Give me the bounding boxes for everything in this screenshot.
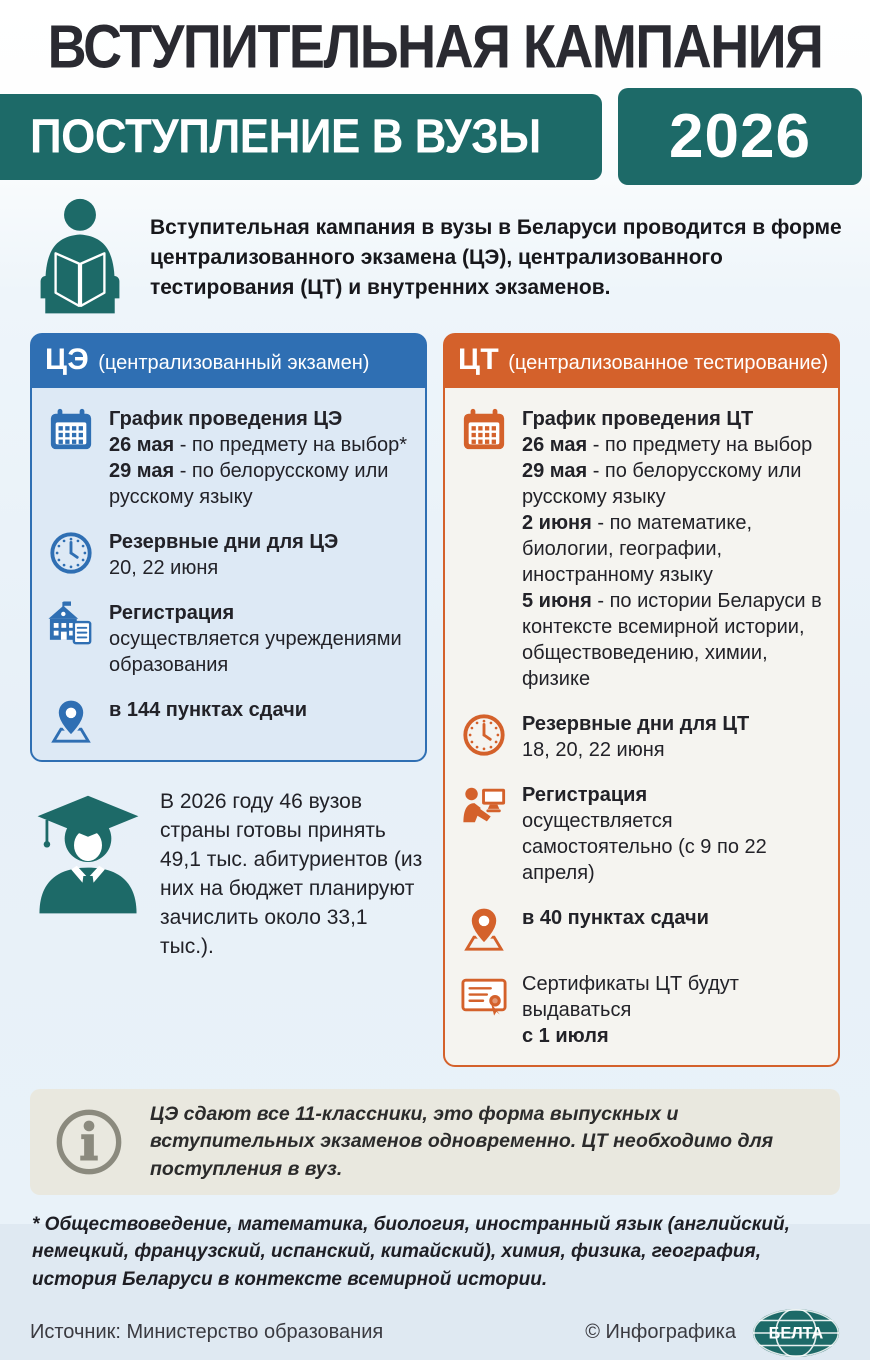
ct-card-header bbox=[444, 334, 839, 388]
ct-item-list bbox=[445, 387, 838, 1065]
card-item-text: Регистрация осуществляется учреждениями образования bbox=[109, 602, 402, 676]
subtitle-banner-text: ПОСТУПЛЕНИЕ В ВУЗЫ bbox=[30, 109, 541, 163]
card-item bbox=[459, 970, 826, 1049]
reading-person-icon bbox=[32, 197, 128, 319]
ct-card-subtitle: (централизованное тестирование) bbox=[508, 352, 829, 374]
intro-section bbox=[32, 197, 842, 319]
card-item bbox=[46, 528, 413, 581]
card-item-text: График проведения ЦЭ 26 мая - по предмету на выбор* 29 мая - по белорусскому или русскому языку bbox=[109, 408, 408, 508]
clock-icon bbox=[459, 710, 509, 758]
card-item-text: Резервные дни для ЦТ 18, 20, 22 июня bbox=[522, 713, 750, 761]
graduate-section bbox=[30, 782, 427, 962]
intro-text: Вступительная кампания в вузы в Беларуси проводится в форме централизованного экзамена (ЦЭ), централизованного тестирования (ЦТ) и внутренних экзаменов. bbox=[150, 215, 842, 299]
year-badge-text: 2026 bbox=[669, 102, 811, 171]
banner-row bbox=[0, 88, 870, 185]
ct-card-abbr: ЦТ bbox=[458, 343, 500, 376]
source-text: Источник: Министерство образования bbox=[30, 1321, 384, 1344]
year-badge bbox=[618, 88, 862, 185]
ce-card bbox=[30, 333, 427, 762]
right-column bbox=[443, 333, 840, 1067]
calendar-icon bbox=[459, 405, 509, 453]
school-icon bbox=[46, 599, 96, 647]
card-item-text: в 40 пунктах сдачи bbox=[522, 907, 709, 929]
ce-card-subtitle: (централизованный экзамен) bbox=[98, 352, 370, 374]
copyright-text: © Инфографика bbox=[585, 1321, 736, 1344]
info-note bbox=[30, 1089, 840, 1195]
card-item bbox=[46, 696, 413, 744]
clock-icon bbox=[46, 528, 96, 576]
map-pin-icon bbox=[459, 904, 509, 952]
ce-item-list bbox=[32, 387, 425, 760]
subtitle-banner bbox=[0, 94, 602, 180]
credit-block bbox=[585, 1306, 842, 1360]
card-item bbox=[459, 904, 826, 952]
person-computer-icon bbox=[459, 781, 509, 829]
card-item-text: Сертификаты ЦТ будут выдаваться с 1 июля bbox=[522, 973, 739, 1047]
page-title-text: ВСТУПИТЕЛЬНАЯ КАМПАНИЯ bbox=[47, 12, 823, 82]
footer bbox=[30, 1306, 842, 1360]
card-item bbox=[459, 710, 826, 763]
ce-card-header bbox=[31, 334, 426, 388]
ce-card-abbr: ЦЭ bbox=[45, 343, 90, 376]
left-column bbox=[30, 333, 427, 962]
info-icon bbox=[54, 1107, 124, 1177]
footnote: * Обществоведение, математика, биология, иностранный язык (английский, немецкий, французский, испанский, китайский), химия, физика, география, история Беларуси в контексте всемирной истории. bbox=[32, 1213, 790, 1290]
certificate-icon bbox=[459, 970, 509, 1018]
graduate-text: В 2026 году 46 вузов страны готовы принять 49,1 тыс. абитуриентов (из них на бюджет планируют зачислить около 33,1 тыс.). bbox=[160, 790, 423, 958]
card-item-text: в 144 пунктах сдачи bbox=[109, 699, 308, 721]
belta-logo-text: БЕЛТА bbox=[768, 1324, 824, 1343]
card-item-text: Регистрация осуществляется самостоятельно (с 9 по 22 апреля) bbox=[522, 784, 767, 884]
map-pin-icon bbox=[46, 696, 96, 744]
card-item-text: Резервные дни для ЦЭ 20, 22 июня bbox=[109, 531, 339, 579]
card-item bbox=[46, 405, 413, 510]
graduate-icon bbox=[32, 782, 144, 914]
card-item bbox=[46, 599, 413, 678]
belta-logo bbox=[750, 1306, 842, 1360]
card-item bbox=[459, 781, 826, 886]
page-title bbox=[0, 0, 870, 82]
card-item-text: График проведения ЦТ 26 мая - по предмету на выбор 29 мая - по белорусскому или русскому языку 2 июня - по математике, биологии, географии, иностранному языку 5 июня - по истории Беларуси в контексте всемирной истории, обществоведению, химии, физике bbox=[522, 408, 822, 690]
card-item bbox=[459, 405, 826, 692]
calendar-icon bbox=[46, 405, 96, 453]
cards-columns bbox=[30, 333, 840, 1067]
ct-card bbox=[443, 333, 840, 1067]
info-note-text: ЦЭ сдают все 11-классники, это форма выпускных и вступительных экзаменов одновременно. ЦТ необходимо для поступления в вуз. bbox=[150, 1103, 774, 1180]
